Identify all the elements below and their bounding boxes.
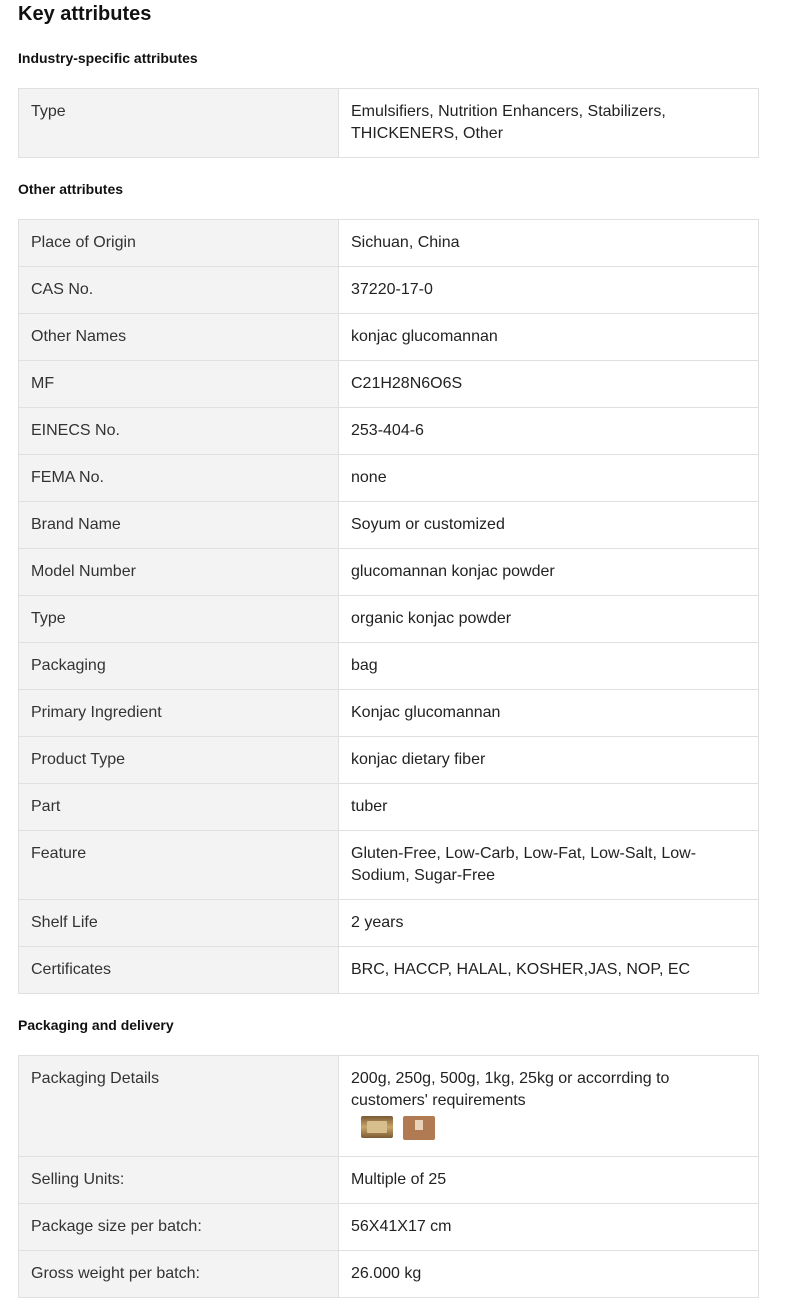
attribute-value: tuber [339, 784, 759, 831]
other-attributes-heading: Other attributes [18, 181, 124, 197]
attribute-value: glucomannan konjac powder [339, 549, 759, 596]
table-row [19, 1204, 759, 1251]
attribute-key: Package size per batch: [19, 1204, 339, 1251]
attribute-key: Primary Ingredient [19, 690, 339, 737]
packaging-delivery-heading: Packaging and delivery [18, 1017, 174, 1033]
attribute-key: Other Names [19, 314, 339, 361]
table-row [19, 831, 759, 900]
attribute-value: Soyum or customized [339, 502, 759, 549]
table-row [19, 784, 759, 831]
attribute-value: 2 years [339, 900, 759, 947]
attribute-key: Gross weight per batch: [19, 1251, 339, 1298]
attribute-value: bag [339, 643, 759, 690]
packaging-thumbnails [351, 1116, 746, 1140]
attribute-key: EINECS No. [19, 408, 339, 455]
table-row [19, 549, 759, 596]
attribute-value: none [339, 455, 759, 502]
table-row [19, 314, 759, 361]
attribute-value: Sichuan, China [339, 220, 759, 267]
other-attributes-table [18, 219, 759, 994]
table-row [19, 220, 759, 267]
table-row [19, 455, 759, 502]
attribute-value: Gluten-Free, Low-Carb, Low-Fat, Low-Salt, Low-Sodium, Sugar-Free [339, 831, 759, 900]
attribute-key: MF [19, 361, 339, 408]
attribute-key: Brand Name [19, 502, 339, 549]
attribute-value: Multiple of 25 [339, 1157, 759, 1204]
table-row [19, 267, 759, 314]
table-row [19, 643, 759, 690]
attribute-value: 56X41X17 cm [339, 1204, 759, 1251]
attribute-key: Packaging Details [19, 1056, 339, 1157]
table-row [19, 502, 759, 549]
attribute-value: konjac glucomannan [339, 314, 759, 361]
attribute-key: Packaging [19, 643, 339, 690]
attribute-value: C21H28N6O6S [339, 361, 759, 408]
table-row [19, 947, 759, 994]
attribute-value: 37220-17-0 [339, 267, 759, 314]
attribute-value: BRC, HACCP, HALAL, KOSHER,JAS, NOP, EC [339, 947, 759, 994]
attribute-key: Feature [19, 831, 339, 900]
table-row [19, 596, 759, 643]
table-row [19, 737, 759, 784]
attribute-key: Product Type [19, 737, 339, 784]
table-row [19, 89, 759, 158]
attribute-value: 253-404-6 [339, 408, 759, 455]
attribute-key: Selling Units: [19, 1157, 339, 1204]
attribute-value: organic konjac powder [339, 596, 759, 643]
packaging-delivery-table [18, 1055, 759, 1298]
attribute-value: 200g, 250g, 500g, 1kg, 25kg or accorrding to customers' requirements [351, 1070, 670, 1109]
page-title: Key attributes [18, 3, 152, 25]
attribute-value: Konjac glucomannan [339, 690, 759, 737]
attribute-key: Model Number [19, 549, 339, 596]
attribute-key: FEMA No. [19, 455, 339, 502]
attribute-value-cell [339, 1056, 759, 1157]
package-bag-thumbnail[interactable] [361, 1116, 393, 1138]
attribute-key: CAS No. [19, 267, 339, 314]
industry-attributes-table [18, 88, 759, 158]
industry-attributes-heading: Industry-specific attributes [18, 50, 198, 66]
attribute-value: 26.000 kg [339, 1251, 759, 1298]
table-row [19, 1251, 759, 1298]
attribute-key: Place of Origin [19, 220, 339, 267]
attribute-value: Emulsifiers, Nutrition Enhancers, Stabilizers, THICKENERS, Other [339, 89, 759, 158]
attribute-value: konjac dietary fiber [339, 737, 759, 784]
package-carton-thumbnail[interactable] [403, 1116, 435, 1140]
attribute-key: Shelf Life [19, 900, 339, 947]
attribute-key: Type [19, 596, 339, 643]
table-row [19, 1056, 759, 1157]
attribute-key: Type [19, 89, 339, 158]
attribute-key: Part [19, 784, 339, 831]
table-row [19, 690, 759, 737]
table-row [19, 361, 759, 408]
table-row [19, 408, 759, 455]
table-row [19, 1157, 759, 1204]
table-row [19, 900, 759, 947]
attribute-key: Certificates [19, 947, 339, 994]
